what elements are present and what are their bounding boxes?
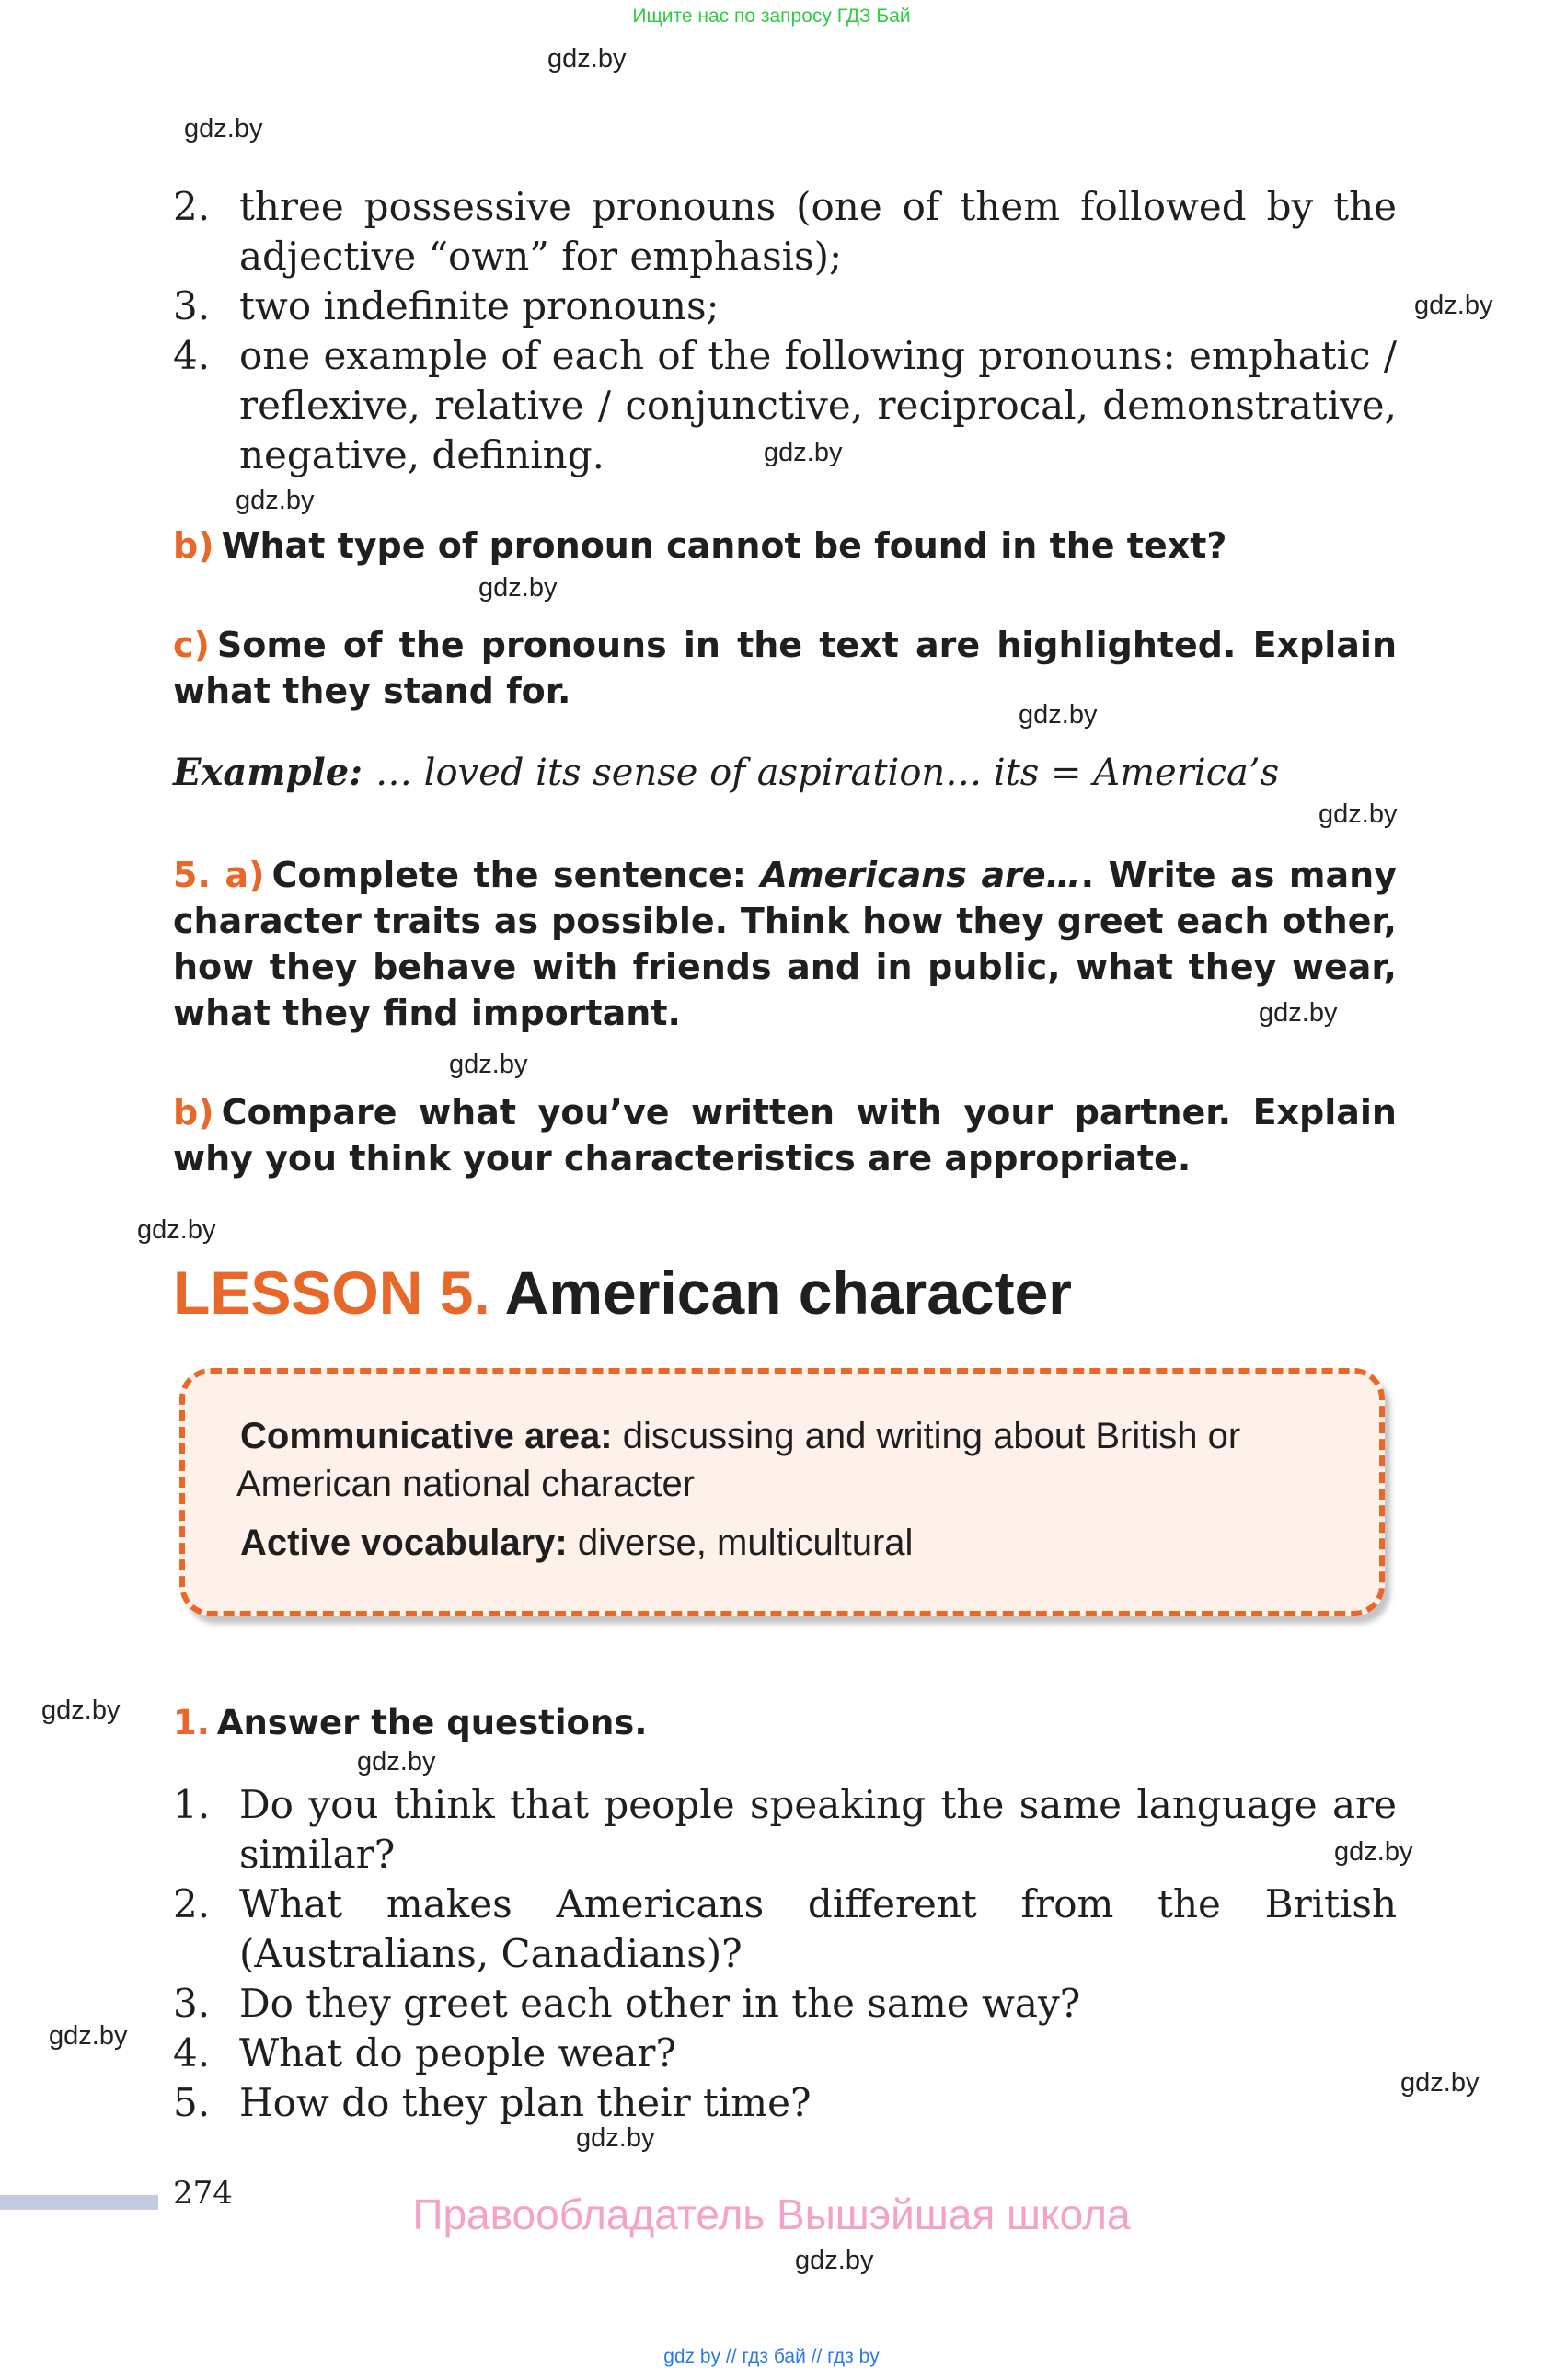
lesson-info-box [179,1368,1385,1616]
task-text: Complete the sentence: [271,855,746,895]
page-number: 274 [173,2175,233,2212]
watermark: gdz.by [357,1747,436,1776]
watermark: gdz.by [49,2021,128,2051]
task-1 [173,1700,1397,1746]
watermark: gdz.by [1318,799,1398,829]
watermark: gdz.by [1019,700,1098,730]
lesson-number: LESSON 5. [173,1259,490,1327]
watermark: gdz.by [184,114,263,144]
task-italic-phrase: Americans are… [760,855,1081,895]
list-item [173,282,1397,331]
task-text: Answer the questions. [216,1703,648,1742]
list-item-text: Do you think that people speaking the same language are similar? [239,1782,1397,1877]
task-c [173,622,1397,714]
list-item [173,331,1397,480]
task-text: . Write as many character traits as possible. Think how they greet each other, how they behave with friends and in public, what they wear, what they find important. [173,855,1397,1033]
list-item [173,1780,1397,1880]
example-text: … loved its sense of aspiration… its = America’s [374,752,1280,794]
watermark: gdz.by [449,1050,528,1079]
active-vocabulary [240,1519,1342,1567]
task-text: Some of the pronouns in the text are highlighted. Explain what they stand for. [173,625,1397,711]
watermark: gdz.by [1414,291,1493,320]
list-item-text: two indefinite pronouns; [239,283,720,328]
list-item-number: 3. [173,1981,211,2026]
task-label: c) [173,625,210,665]
watermark: gdz.by [41,1696,121,1725]
task-label: 5. a) [173,855,265,895]
footer-links: gdz by // гдз бай // гдз by [663,2346,880,2367]
task-5b [173,1089,1397,1181]
list-item-number: 4. [173,2030,211,2075]
watermark: gdz.by [795,2246,874,2275]
list-item-number: 5. [173,2080,211,2125]
communicative-area [240,1412,1342,1460]
list-item-text: three possessive pronouns (one of them followed by the adjective “own” for emphasis); [239,184,1397,279]
list-item-number: 4. [173,333,211,378]
task-label: b) [173,1092,214,1133]
list-item-text: one example of each of the following pronouns: emphatic / reflexive, relative / conjunctive, reciprocal, demonstrative, negative, defining. [239,333,1397,477]
list-item [173,2078,1397,2128]
watermark: gdz.by [1334,1837,1413,1867]
watermark: gdz.by [137,1215,216,1245]
task-text: What type of pronoun cannot be found in the text? [221,525,1227,566]
lesson-title [173,1256,1072,1329]
list-item-text: Do they greet each other in the same way? [239,1981,1081,2026]
example-line [173,750,1397,796]
list-item-text: What do people wear? [239,2030,677,2075]
task-label: b) [173,525,214,566]
list-item-text: How do they plan their time? [239,2080,812,2125]
list-item-number: 3. [173,283,211,328]
task-b [173,523,1397,569]
watermark: gdz.by [1259,998,1338,1028]
list-item-number: 1. [173,1782,211,1827]
copyright-notice: Правообладатель Вышэйшая школа [412,2190,1131,2238]
active-vocabulary-text: diverse, multicultural [577,1523,914,1563]
list-item-number: 2. [173,184,211,229]
watermark: gdz.by [478,573,558,603]
watermark: gdz.by [1400,2068,1480,2098]
watermark: gdz.by [547,44,627,74]
list-item [173,1979,1397,2029]
communicative-area-text: discussing and writing about British or [622,1416,1241,1456]
active-vocabulary-label: Active vocabulary: [240,1523,568,1563]
list-item [173,2029,1397,2078]
communicative-area-continued [236,1460,1342,1508]
watermark: gdz.by [576,2123,655,2153]
list-item-text: What makes Americans different from the British (Australians, Canadians)? [239,1881,1397,1976]
task-label: 1. [173,1703,210,1742]
list-item-number: 2. [173,1881,211,1926]
lesson-name: American character [504,1259,1072,1327]
list-item [173,182,1397,282]
list-item [173,1880,1397,1979]
watermark: gdz.by [764,438,843,467]
task-text: Compare what you’ve written with your partner. Explain why you think your characteristics are appropriate. [173,1092,1397,1179]
top-banner: Ищите нас по запросу ГДЗ Бай [632,6,911,27]
communicative-area-text: American national character [236,1464,696,1504]
communicative-area-label: Communicative area: [240,1416,613,1456]
watermark: gdz.by [236,486,315,515]
pronoun-task-list [173,182,1397,480]
example-label: Example: [173,751,363,794]
task-5a [173,852,1397,1036]
questions-list [173,1780,1397,2128]
